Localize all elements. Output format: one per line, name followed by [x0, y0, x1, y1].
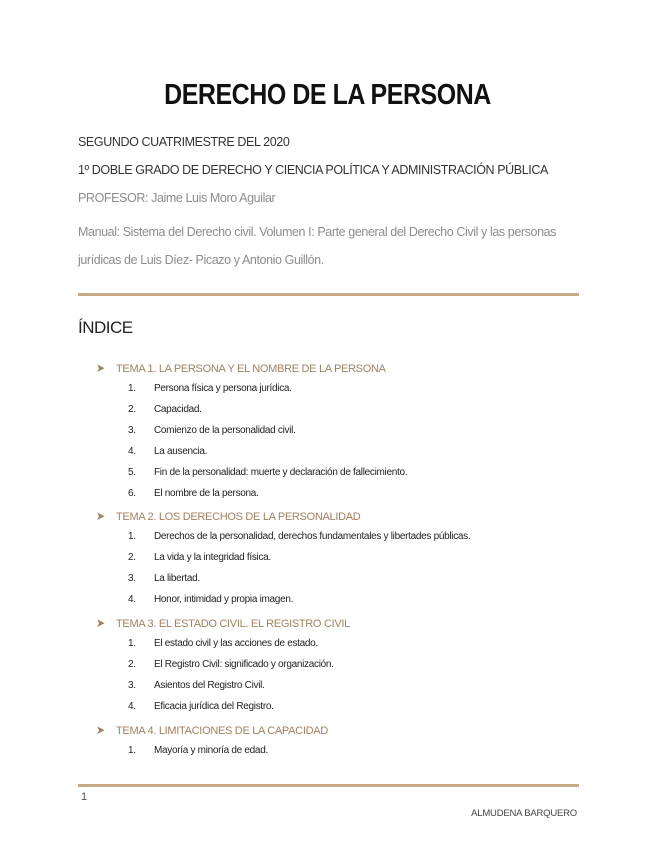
list-item-text: Mayoría y minoría de edad.: [154, 745, 268, 756]
list-item-number: 4.: [128, 446, 136, 457]
page-title: DERECHO DE LA PERSONA: [164, 79, 491, 111]
footer-author: ALMUDENA BARQUERO: [471, 808, 577, 819]
list-item-number: 4.: [128, 701, 136, 712]
list-item-text: Derechos de la personalidad, derechos fundamentales y libertades públicas.: [154, 531, 471, 542]
topic-heading: [96, 616, 350, 630]
list-item-number: 1.: [128, 745, 136, 756]
header-divider: [78, 293, 579, 296]
list-item-number: 2.: [128, 404, 136, 415]
list-item-text: La ausencia.: [154, 446, 208, 457]
professor-line: PROFESOR: Jaime Luis Moro Aguilar: [78, 191, 276, 205]
topic-label: TEMA 1. LA PERSONA Y EL NOMBRE DE LA PERSONA: [116, 363, 386, 375]
arrow-icon: ➤: [96, 509, 105, 523]
semester-line: SEGUNDO CUATRIMESTRE DEL 2020: [78, 135, 290, 149]
list-item-text: El Registro Civil: significado y organización.: [154, 659, 334, 670]
list-item-text: El nombre de la persona.: [154, 488, 259, 499]
degree-line: 1º DOBLE GRADO DE DERECHO Y CIENCIA POLÍTICA Y ADMINISTRACIÓN PÚBLICA: [78, 163, 548, 177]
list-item-number: 6.: [128, 488, 136, 499]
list-item-text: Asientos del Registro Civil.: [154, 680, 265, 691]
footer-divider: [78, 784, 579, 787]
list-item-text: La vida y la integridad física.: [154, 552, 271, 563]
list-item-number: 3.: [128, 573, 136, 584]
list-item-number: 2.: [128, 552, 136, 563]
list-item-number: 5.: [128, 467, 136, 478]
list-item-number: 3.: [128, 680, 136, 691]
list-item-number: 4.: [128, 594, 136, 605]
list-item-text: El estado civil y las acciones de estado.: [154, 638, 318, 649]
list-item-text: Capacidad.: [154, 404, 202, 415]
list-item-text: Fin de la personalidad: muerte y declaración de fallecimiento.: [154, 467, 408, 478]
list-item-number: 1.: [128, 383, 136, 394]
list-item-text: Persona física y persona jurídica.: [154, 383, 292, 394]
topic-label: TEMA 2. LOS DERECHOS DE LA PERSONALIDAD: [116, 511, 361, 523]
list-item-text: Honor, intimidad y propia imagen.: [154, 594, 294, 605]
arrow-icon: ➤: [96, 361, 105, 375]
index-heading: ÍNDICE: [78, 318, 133, 337]
list-item-text: Comienzo de la personalidad civil.: [154, 425, 296, 436]
list-item-number: 1.: [128, 531, 136, 542]
topic-heading: [96, 723, 328, 737]
list-item-text: La libertad.: [154, 573, 200, 584]
topic-heading: [96, 509, 360, 523]
manual-reference: Manual: Sistema del Derecho civil. Volumen I: Parte general del Derecho Civil y las personas jurídicas de Luis Díez- Picazo y Antonio Guillón.: [78, 225, 557, 267]
list-item-number: 3.: [128, 425, 136, 436]
list-item-text: Eficacia jurídica del Registro.: [154, 701, 274, 712]
arrow-icon: ➤: [96, 723, 105, 737]
topic-label: TEMA 3. EL ESTADO CIVIL. EL REGISTRO CIVIL: [116, 618, 350, 630]
list-item-number: 2.: [128, 659, 136, 670]
list-item-number: 1.: [128, 638, 136, 649]
topic-label: TEMA 4. LIMITACIONES DE LA CAPACIDAD: [116, 725, 328, 737]
topic-heading: [96, 361, 386, 375]
page-number: 1: [81, 791, 88, 803]
arrow-icon: ➤: [96, 616, 105, 630]
